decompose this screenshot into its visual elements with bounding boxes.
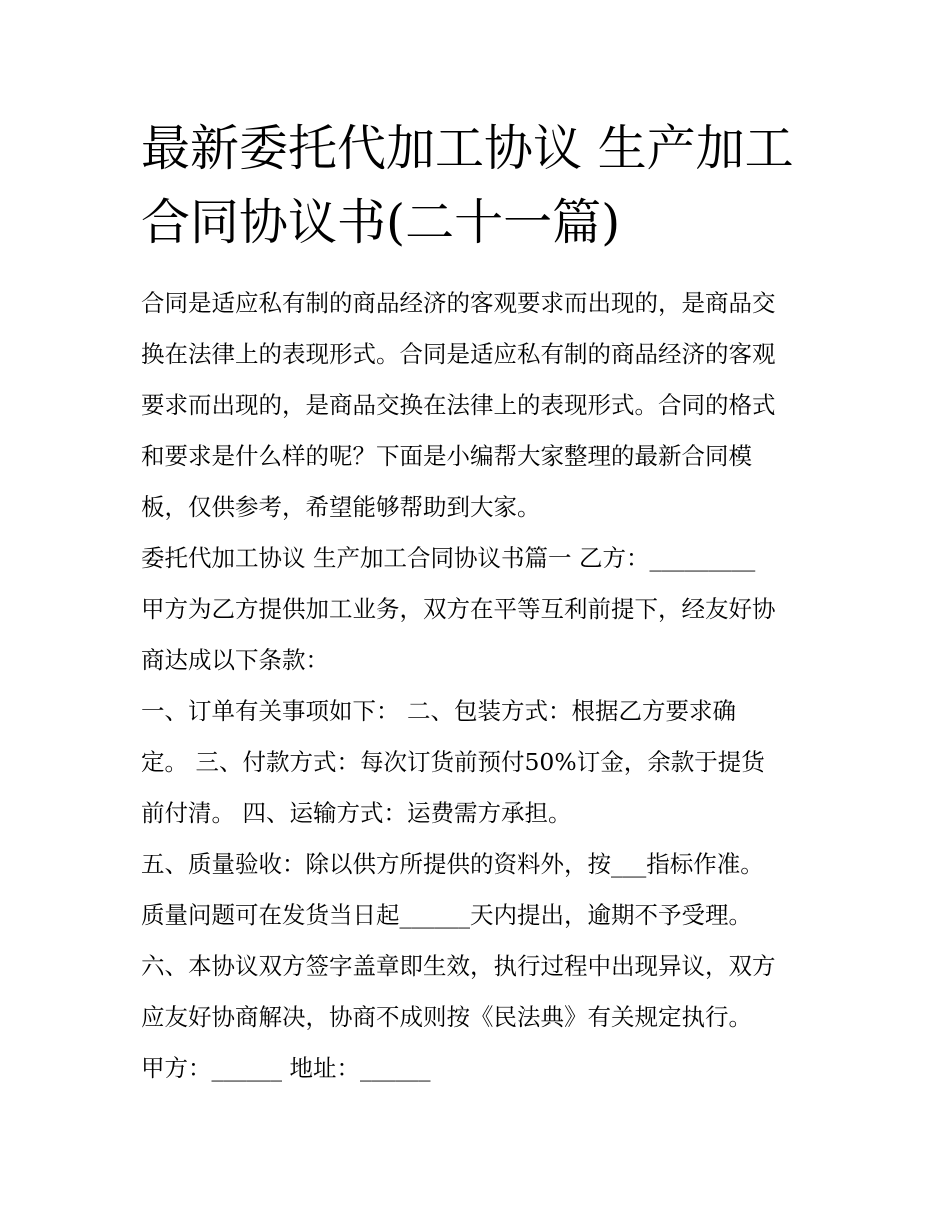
text-line: 甲方为乙方提供加工业务，双方在平等互利前提下，经友好协 — [141, 595, 776, 623]
text-line: 和要求是什么样的呢？下面是小编帮大家整理的最新合同模 — [141, 442, 752, 470]
document-content — [141, 112, 821, 1094]
intro-paragraph — [141, 278, 821, 533]
text-line: 甲方：______ 地址：______ — [141, 1054, 431, 1082]
document-title — [141, 112, 821, 260]
text-line: 六、本协议双方签字盖章即生效，执行过程中出现异议，双方 — [141, 952, 776, 980]
text-line: 定。 三、付款方式：每次订货前预付50%订金，余款于提货 — [141, 748, 765, 776]
title-line-2: 合同协议书(二十一篇) — [141, 194, 621, 251]
contract-intro-paragraph — [141, 533, 821, 686]
signature-paragraph — [141, 1043, 821, 1094]
text-line: 五、质量验收：除以供方所提供的资料外，按___指标作准。 — [141, 850, 764, 878]
clauses-1-4-paragraph — [141, 686, 821, 839]
text-line: 委托代加工协议 生产加工合同协议书篇一 乙方：_________ — [141, 544, 756, 572]
text-line: 质量问题可在发货当日起______天内提出，逾期不予受理。 — [141, 901, 752, 929]
text-line: 要求而出现的，是商品交换在法律上的表现形式。合同的格式 — [141, 391, 776, 419]
document-body — [141, 278, 821, 1094]
text-line: 板，仅供参考，希望能够帮助到大家。 — [141, 493, 541, 521]
clause-6-paragraph — [141, 941, 821, 1043]
text-line: 一、订单有关事项如下： 二、包装方式：根据乙方要求确 — [141, 697, 736, 725]
text-line: 换在法律上的表现形式。合同是适应私有制的商品经济的客观 — [141, 340, 776, 368]
title-line-1: 最新委托代加工协议 生产加工 — [141, 120, 794, 177]
clause-5-paragraph — [141, 839, 821, 941]
text-line: 商达成以下条款： — [141, 646, 329, 674]
text-line: 应友好协商解决，协商不成则按《民法典》有关规定执行。 — [141, 1003, 752, 1031]
text-line: 合同是适应私有制的商品经济的客观要求而出现的，是商品交 — [141, 289, 776, 317]
text-line: 前付清。 四、运输方式：运费需方承担。 — [141, 799, 572, 827]
